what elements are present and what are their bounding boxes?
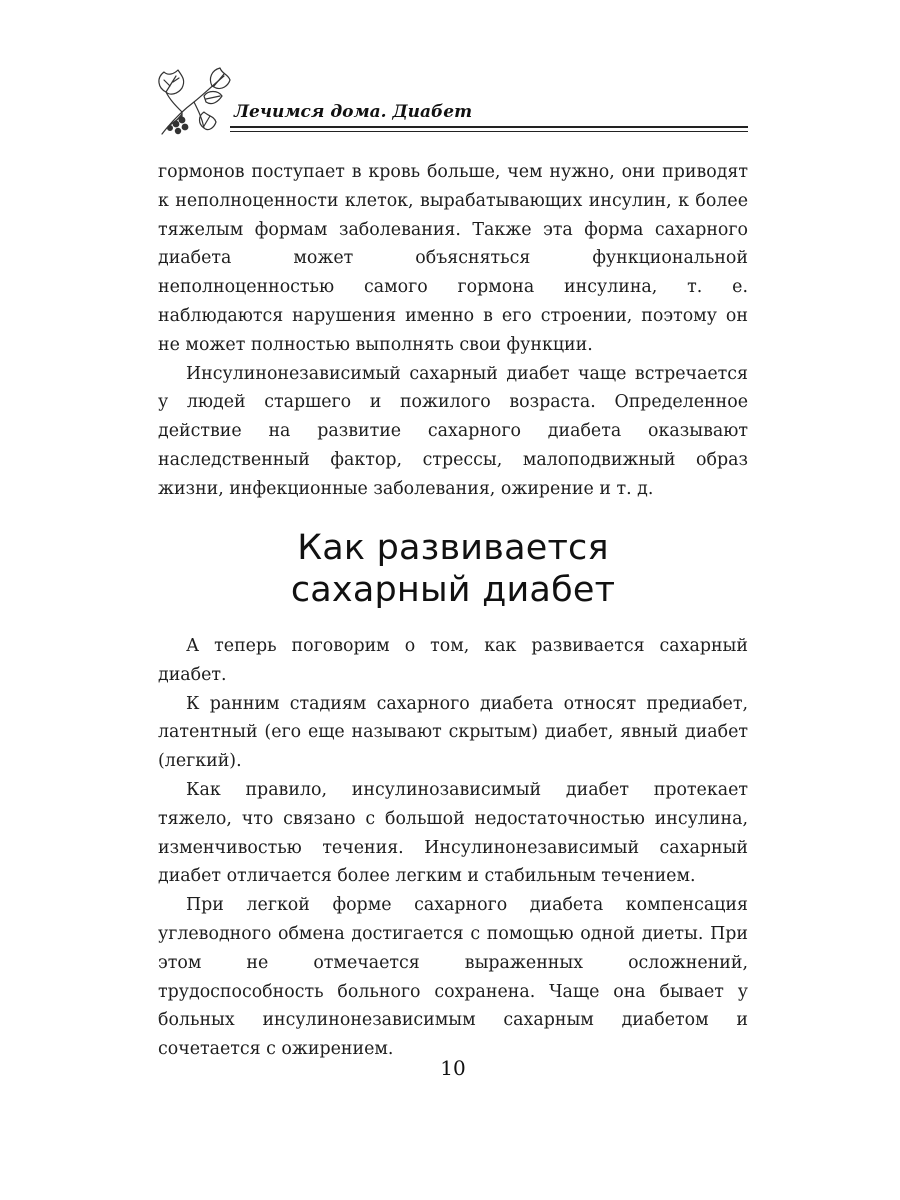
paragraph: Как правило, инсулинозависимый диабет протекает тяжело, что связано с большой недостаточностью инсулина, изменчивостью течения. Инсулинонезависимый сахарный диабет отличается более легким и стабильным течением.: [158, 779, 748, 887]
section-text: [158, 632, 748, 1064]
header-rule-thick: [230, 126, 748, 128]
intro-text: [158, 158, 748, 504]
section-heading-line-1: Как развивается: [297, 528, 609, 568]
header-rule-thin: [230, 131, 748, 132]
paragraph: гормонов поступает в кровь больше, чем нужно, они приводят к неполноценности клеток, вырабатывающих инсулин, к более тяжелым формам заболевания. Также эта форма сахарного диабета может объясняться функциональной неполноценностью самого гормона инсулина, т. е. наблюдаются нарушения именно в его строении, поэтому он не может полностью выполнять свои функции.: [158, 162, 748, 355]
paragraph: А теперь поговорим о том, как развивается сахарный диабет.: [158, 636, 748, 685]
running-head: [152, 66, 752, 138]
section-heading: [158, 527, 748, 611]
currant-branch-icon: [152, 66, 232, 138]
running-head-title: Лечимся дома. Диабет: [234, 102, 473, 122]
section-heading-line-2: сахарный диабет: [290, 570, 616, 610]
paragraph: К ранним стадиям сахарного диабета относят предиабет, латентный (его еще называют скрытым) диабет, явный диабет (легкий).: [158, 693, 748, 772]
paragraph: При легкой форме сахарного диабета компенсация углеводного обмена достигается с помощью одной диеты. При этом не отмечается выраженных осложнений, трудоспособность больного сохранена. Чаще она бывает у больных инсулинонезависимым сахарным диабетом и сочетается с ожирением.: [158, 895, 748, 1060]
page-number: 10: [440, 1056, 466, 1080]
paragraph: Инсулинонезависимый сахарный диабет чаще встречается у людей старшего и пожилого возраста. Определенное действие на развитие сахарного диабета оказывают наследственный фактор, стрессы, малоподвижный образ жизни, инфекционные заболевания, ожирение и т. д.: [158, 363, 748, 499]
